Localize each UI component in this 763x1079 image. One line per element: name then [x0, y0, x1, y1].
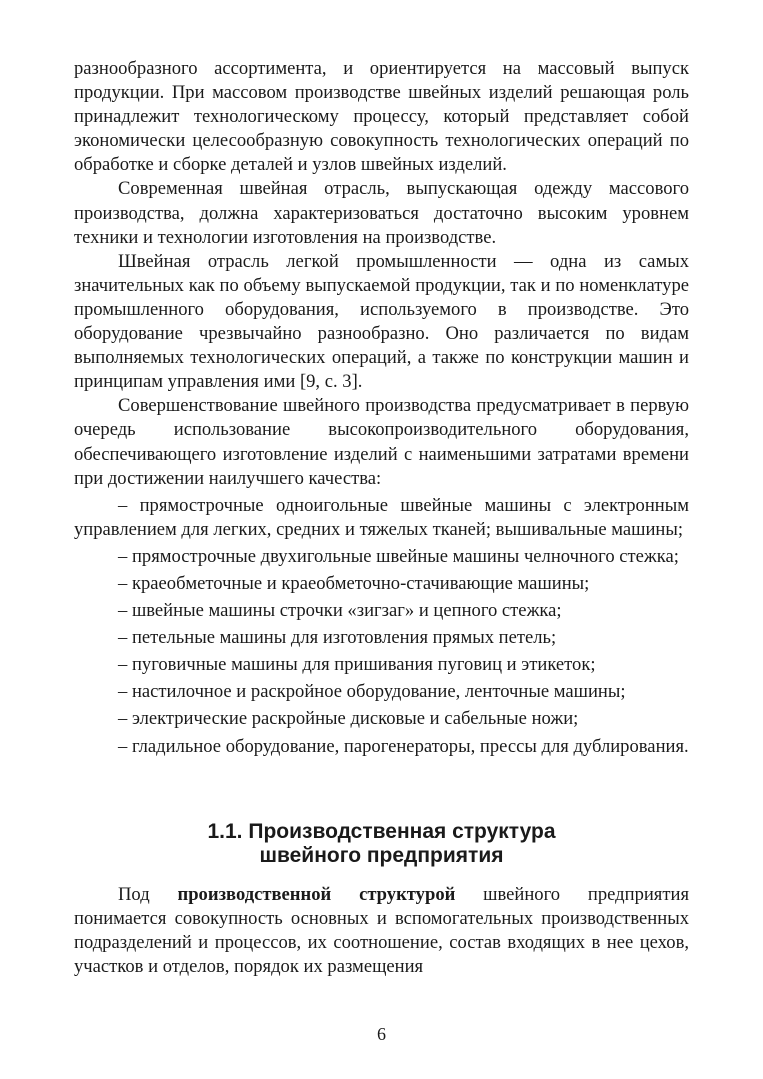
list-item: – электрические раскройные дисковые и сабельные ножи;	[118, 708, 579, 730]
list-item: – пуговичные машины для пришивания пуговиц и этикеток;	[118, 654, 596, 676]
list-item: – швейные машины строчки «зигзаг» и цепного стежка;	[118, 600, 562, 622]
list-item: – прямострочные двухигольные швейные машины челночного стежка;	[118, 545, 679, 567]
body-text	[74, 57, 689, 759]
list-item: – настилочное и раскройное оборудование, ленточные машины;	[118, 681, 626, 703]
list-item: – гладильное оборудование, парогенераторы, прессы для дублирования.	[118, 735, 689, 757]
section-intro: Под	[118, 884, 178, 905]
paragraph-3: Швейная отрасль легкой промышленности — одна из самых значительных как по объему выпускаемой продукции, так и по номенклатуре промышленного оборудования, используемого в производстве. Это оборудование чрезвычайно разнообразно. Оно различается по видам выполняемых технологических операций, а также по конструкции машин и принципам управления ими [9, с. 3].	[74, 250, 689, 393]
paragraph-1: разнообразного ассортимента, и ориентируется на массовый выпуск продукции. При массовом производстве швейных изделий решающая роль принадлежит технологическому процессу, который представляет собой экономически целесообразную совокупность технологических операций по обработке и сборке деталей и узлов швейных изделий.	[74, 58, 689, 176]
paragraph-4: Совершенствование швейного производства предусматривает в первую очередь использование высокопроизводительного оборудования, обеспечивающего изготовление изделий с наименьшими затратами времени при достижении наилучшего качества:	[74, 395, 689, 489]
list-item: – краеобметочные и краеобметочно-стачивающие машины;	[118, 572, 590, 594]
page-number: 6	[377, 1024, 386, 1044]
paragraph-2: Современная швейная отрасль, выпускающая одежду массового производства, должна характеризоваться достаточно высоким уровнем техники и технологии изготовления на производстве.	[74, 178, 689, 248]
list-item: – петельные машины для изготовления прямых петель;	[118, 627, 557, 649]
section-heading-line-2: швейного предприятия	[259, 844, 504, 867]
defined-term: производственной структурой	[177, 884, 456, 905]
section-rest: швейного предприятия понимается совокупность основных и вспомогательных производственных подразделений и процессов, их соотношение, состав входящих в нее цехов, участков и отделов, порядок их размещения	[74, 884, 689, 978]
section-heading-line-1: 1.1. Производственная структура	[207, 820, 556, 843]
list-item: – прямострочные одноигольные швейные машины с электронным управлением для легких, средних и тяжелых тканей; вышивальные машины;	[74, 494, 689, 540]
section-paragraph	[74, 883, 689, 979]
section-heading	[74, 820, 689, 868]
